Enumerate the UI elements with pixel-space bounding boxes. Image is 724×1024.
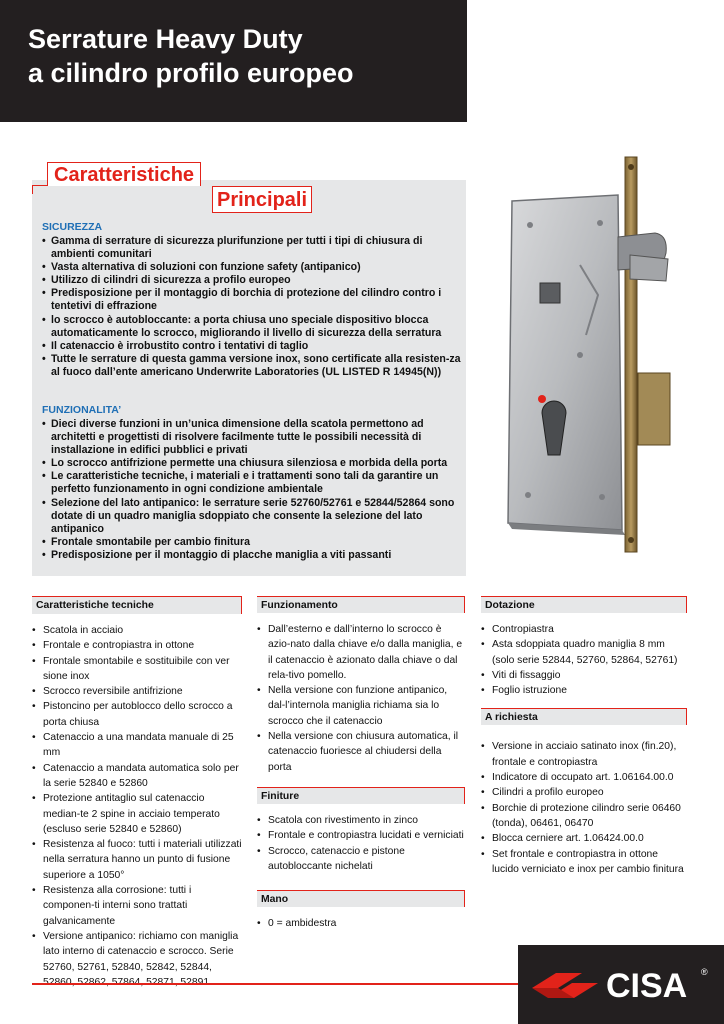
page-title <box>28 22 458 90</box>
list-item: • Blocca cerniere art. 1.06424.00.0 <box>481 831 687 846</box>
list-item: • Resistenza alla corrosione: tutti i componen-ti interni sono trattati galvanicamente <box>32 883 242 929</box>
mortise-lock-image <box>490 155 690 555</box>
funzionamento-heading: Funzionamento <box>261 600 338 611</box>
list-item: • Indicatore di occupato art. 1.06164.00.0 <box>481 770 687 785</box>
screw-icon <box>628 164 634 170</box>
list-item: • Asta sdoppiata quadro maniglia 8 mm (solo serie 52844, 52760, 52864, 52761) <box>481 637 687 668</box>
title-line-2: a cilindro profilo europeo <box>28 58 354 88</box>
tech-heading: Caratteristiche tecniche <box>36 600 154 611</box>
list-item: • Nella versione con chiusura automatica, il catenaccio fuoriesce al chiudersi della porta <box>257 729 465 775</box>
list-item: • Lo scrocco antifrizione permette una chiusura silenziosa e morbida della porta <box>42 457 462 470</box>
rivet-icon <box>525 492 531 498</box>
dotazione-heading: Dotazione <box>485 600 535 611</box>
funzionalita-heading: FUNZIONALITA’ <box>42 404 122 416</box>
a-richiesta-list <box>481 739 687 877</box>
latch-bolt-lower <box>630 255 668 281</box>
features-tab-bottom <box>212 186 312 213</box>
brand-name: CISA <box>606 967 688 1005</box>
list-item: • Utilizzo di cilindri di sicurezza a profilo europeo <box>42 274 462 287</box>
list-item: • Versione in acciaio satinato inox (fin.20), frontale e contropiastra <box>481 739 687 770</box>
rivet-icon <box>577 352 583 358</box>
list-item: • Frontale e contropiastra lucidati e verniciati <box>257 828 465 843</box>
footer-rule <box>32 983 518 985</box>
list-item: • Resistenza al fuoco: tutti i materiali utilizzati nella serratura hanno un punto di fusione superiore a 1050° <box>32 837 242 883</box>
list-item: • Il catenaccio è irrobustito contro i tentativi di taglio <box>42 340 462 353</box>
features-tab-label-1: Caratteristiche <box>54 164 195 186</box>
list-item: • lo scrocco è autobloccante: a porta chiusa uno speciale dispositivo blocca automaticamente lo scrocco, migliorando il livello di sicurezza della serratura <box>42 314 462 340</box>
list-item: • Selezione del lato antipanico: le serrature serie 52760/52761 e 52844/52864 sono dotate di un quadro maniglia sdoppiato che consente la selezione del lato antipanico <box>42 497 462 536</box>
list-item: • Set frontale e contropiastra in ottone lucido verniciato e inox per cambio finitura <box>481 847 687 878</box>
mano-heading-bar <box>257 890 465 907</box>
list-item: • Frontale smontabile per cambio finitura <box>42 536 462 549</box>
tech-column <box>32 596 242 990</box>
sicurezza-heading: SICUREZZA <box>42 221 103 233</box>
list-item: • Viti di fissaggio <box>481 668 687 683</box>
features-tab-top <box>47 162 201 186</box>
list-item: • Scrocco, catenaccio e pistone autobloccante nichelati <box>257 844 465 875</box>
screw-icon <box>628 537 634 543</box>
list-item: • Scatola in acciaio <box>32 623 242 638</box>
dotazione-list <box>481 622 687 698</box>
list-item: • Dieci diverse funzioni in un’unica dimensione della scatola permettono ad architetti e progettisti di risolvere facilmente tutte le possibili necessità di installazione in edifici pubblici e privati <box>42 418 462 457</box>
list-item: • Protezione antitaglio sul catenaccio median-te 2 spine in acciaio temperato (escluso serie 52840 e 52860) <box>32 791 242 837</box>
list-item: • Foglio istruzione <box>481 683 687 698</box>
list-item: • Catenaccio a mandata automatica solo per la serie 52840 e 52860 <box>32 761 242 792</box>
tab-rule-vertical <box>32 185 33 194</box>
cisa-logo <box>518 945 724 1024</box>
funzionalita-list <box>42 418 462 562</box>
list-item: • Nella versione con funzione antipanico, dal-l’internola maniglia richiama sia lo scrocco che il catenaccio <box>257 683 465 729</box>
tab-rule <box>32 185 48 186</box>
brand-block <box>518 945 724 1024</box>
list-item: • Le caratteristiche tecniche, i materiali e i trattamenti sono tali da garantire un perfetto funzionamento in ogni condizione ambientale <box>42 470 462 496</box>
handle-spindle-hole <box>540 283 560 303</box>
dotazione-column <box>481 596 687 877</box>
list-item: • Dall’esterno e dall’interno lo scrocco è azio-nato dalla chiave e/o dalla maniglia, e il catenaccio è azionato dalla chiave o dal rela-tivo pomello. <box>257 622 465 683</box>
dotazione-heading-bar <box>481 596 687 613</box>
list-item: • Borchie di protezione cilindro serie 06460 (tonda), 06461, 06470 <box>481 801 687 832</box>
funzionalita-section <box>42 404 462 562</box>
mano-heading: Mano <box>261 894 289 906</box>
rivet-icon <box>597 220 603 226</box>
header-band <box>0 0 467 122</box>
list-item: • Pistoncino per autoblocco dello scrocco a porta chiusa <box>32 699 242 730</box>
funzionamento-heading-bar <box>257 596 465 613</box>
a-richiesta-heading-bar <box>481 708 687 725</box>
funzionamento-column <box>257 596 465 931</box>
rivet-icon <box>527 222 533 228</box>
registered-mark: ® <box>701 967 708 977</box>
list-item: • Contropiastra <box>481 622 687 637</box>
list-item: • Scrocco reversibile antifrizione <box>32 684 242 699</box>
list-item: • Versione antipanico: richiamo con maniglia lato interno di catenaccio e scrocco. Serie 52760, 52761, 52840, 52842, 52844, <box>32 929 242 990</box>
list-item: • Frontale e contropiastra in ottone <box>32 638 242 653</box>
tech-heading-bar <box>32 596 242 614</box>
funzionamento-list <box>257 622 465 775</box>
list-item: • Predisposizione per il montaggio di placche maniglia a viti passanti <box>42 549 462 562</box>
finiture-list <box>257 813 465 874</box>
lock-case <box>508 195 622 530</box>
list-item: • Scatola con rivestimento in zinco <box>257 813 465 828</box>
sicurezza-section <box>42 221 462 379</box>
title-line-1: Serrature Heavy Duty <box>28 24 303 54</box>
list-item: • Tutte le serrature di questa gamma versione inox, sono certificate alla resisten-za al fuoco dall’ente americano Underwrite Laboratories (UL LISTED R 14945(N)) <box>42 353 462 379</box>
cisa-chevron-icon <box>532 973 598 998</box>
a-richiesta-heading: A richiesta <box>485 712 538 724</box>
finiture-heading-bar <box>257 787 465 804</box>
list-item: • Gamma di serrature di sicurezza plurifunzione per tutti i tipi di chiusura di ambienti comunitari <box>42 235 462 261</box>
list-item: • Catenaccio a una mandata manuale di 25 mm <box>32 730 242 761</box>
indicator-dot <box>538 395 546 403</box>
list-item: • Predisposizione per il montaggio di borchia di protezione del cilindro contro i tentetivi di effrazione <box>42 287 462 313</box>
list-item: • Frontale smontabile e sostituibile con ver sione inox <box>32 654 242 685</box>
sicurezza-list <box>42 235 462 379</box>
features-tab-label-2: Principali <box>217 189 308 211</box>
deadbolt <box>638 373 670 445</box>
finiture-heading: Finiture <box>261 790 300 802</box>
mano-list <box>257 916 465 931</box>
list-item: • Vasta alternativa di soluzioni con funzione safety (antipanico) <box>42 261 462 274</box>
lock-faceplate <box>625 157 637 552</box>
list-item: • 0 = ambidestra <box>257 916 465 931</box>
rivet-icon <box>599 494 605 500</box>
tech-list <box>32 623 242 990</box>
list-item: • Cilindri a profilo europeo <box>481 785 687 800</box>
